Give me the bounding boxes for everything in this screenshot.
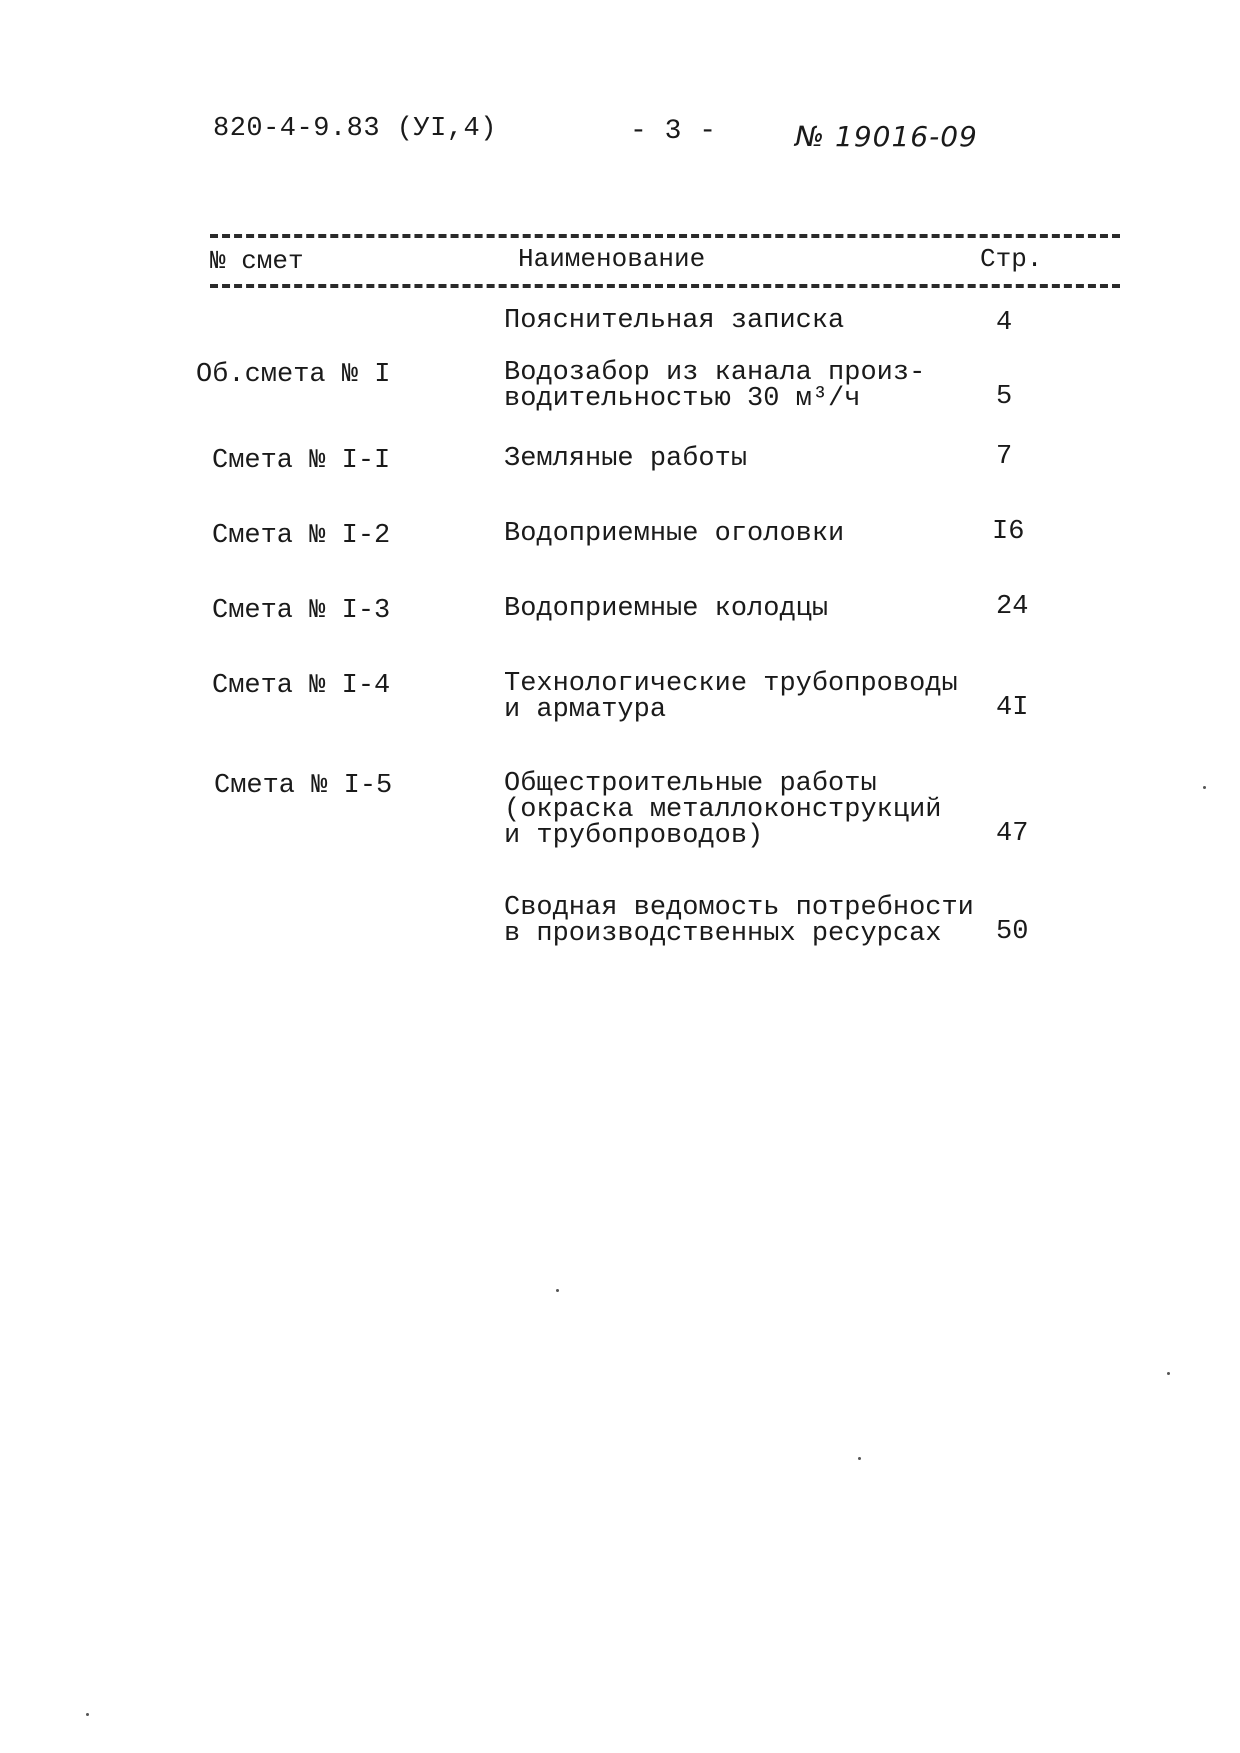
scan-speck (1167, 1372, 1170, 1375)
row-title: Сводная ведомость потребности в производственных ресурсах (504, 893, 974, 949)
row-page: 24 (996, 592, 1029, 622)
row-code: Об.смета № I (196, 360, 391, 390)
column-header-num: № смет (210, 246, 304, 276)
scan-speck (1203, 786, 1206, 789)
row-title: Водоприемные оголовки (504, 519, 845, 549)
row-code: Смета № I-I (212, 446, 391, 476)
row-title: Общестроительные работы (окраска металлоконструкций и трубопроводов) (504, 769, 942, 851)
row-code: Смета № I-5 (214, 771, 393, 801)
column-header-name: Наименование (518, 244, 706, 274)
scan-speck (86, 1713, 89, 1716)
row-page: I6 (992, 517, 1025, 547)
scan-speck (858, 1457, 861, 1460)
row-page: 50 (996, 917, 1029, 947)
row-title: Водозабор из канала произ- водительностью 30 м³/ч (504, 358, 926, 414)
row-code: Смета № I-2 (212, 521, 391, 551)
row-code: Смета № I-4 (212, 671, 391, 701)
row-title: Водоприемные колодцы (504, 594, 829, 624)
document-number: № 19016-09 (795, 120, 978, 153)
row-code: Смета № I-3 (212, 596, 391, 626)
table-header-rule (210, 284, 1120, 288)
column-header-page: Стр. (980, 244, 1043, 274)
document-code: 820-4-9.83 (УI,4) (213, 114, 497, 144)
row-page: 4 (996, 308, 1013, 338)
scan-speck (556, 1289, 559, 1292)
row-title: Земляные работы (504, 444, 748, 474)
row-page: 7 (996, 442, 1013, 472)
row-page: 47 (996, 819, 1029, 849)
page-marker: - 3 - (630, 116, 717, 147)
row-title: Технологические трубопроводы и арматура (504, 669, 958, 725)
row-title: Пояснительная записка (504, 306, 845, 336)
table-top-rule (210, 234, 1120, 238)
row-page: 4I (996, 693, 1029, 723)
row-page: 5 (996, 382, 1013, 412)
